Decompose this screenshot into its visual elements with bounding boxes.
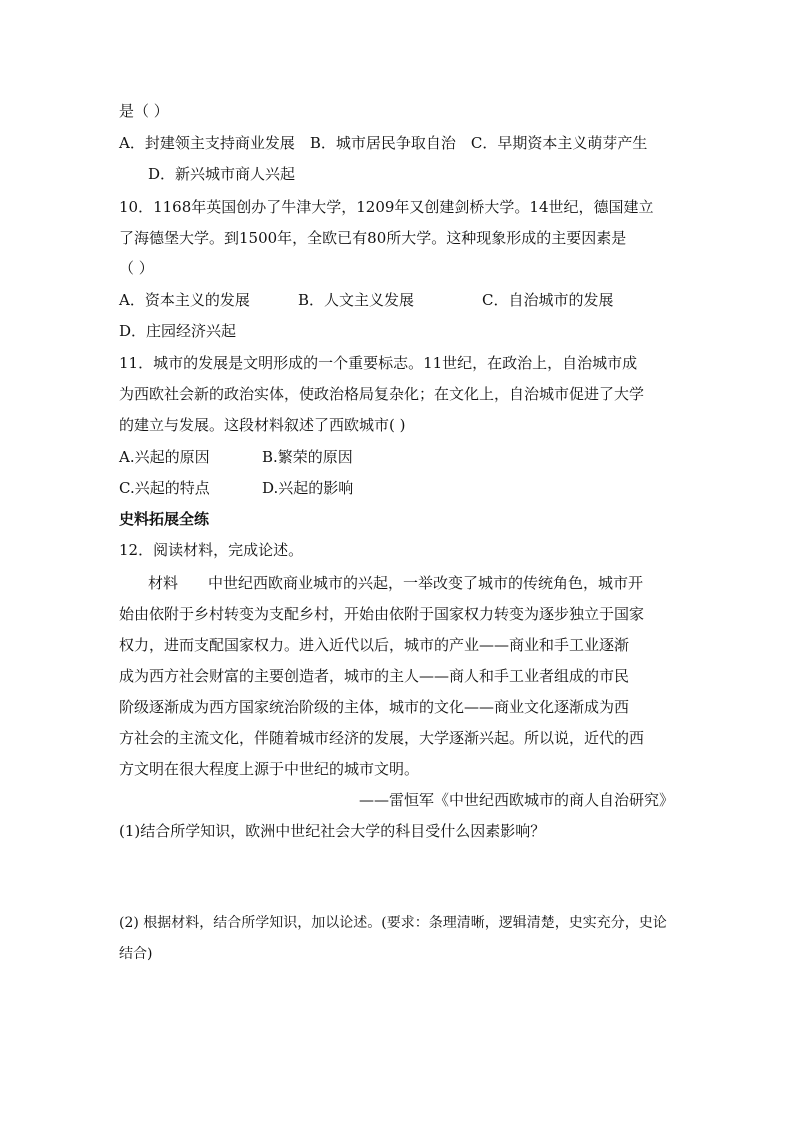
- q10-option-c: C．自治城市的发展: [482, 291, 614, 309]
- q9-tail: 是（ ）: [119, 102, 169, 120]
- q9-option-d: D．新兴城市商人兴起: [148, 165, 296, 183]
- q9-options-abc: A．封建领主支持商业发展 B．城市居民争取自治 C．早期资本主义萌芽产生: [119, 134, 648, 152]
- q12-subquestion-2-line2: 结合): [119, 946, 153, 962]
- q11-option-d: D.兴起的影响: [262, 479, 354, 497]
- q11-stem-line3: 的建立与发展。这段材料叙述了西欧城市( ): [119, 416, 406, 434]
- section-heading: 史料拓展全练: [119, 510, 210, 528]
- q12-intro: 12．阅读材料，完成论述。: [119, 541, 304, 559]
- q10-option-b: B．人文主义发展: [298, 291, 415, 309]
- q12-material-line: 方社会的主流文化，伴随着城市经济的发展，大学逐渐兴起。所以说，近代的西: [119, 729, 645, 747]
- q11-option-c: C.兴起的特点: [119, 479, 210, 497]
- q12-subquestion-1: (1)结合所学知识，欧洲中世纪社会大学的科目受什么因素影响？: [119, 822, 546, 840]
- q12-material-line: 成为西方社会财富的主要创造者，城市的主人——商人和手工业者组成的市民: [119, 667, 630, 685]
- q11-option-a: A.兴起的原因: [119, 448, 210, 466]
- q11-stem-line1: 11．城市的发展是文明形成的一个重要标志。11世纪，在政治上，自治城市成: [119, 354, 638, 372]
- q10-stem-line2: 了海德堡大学。到1500年，全欧已有80所大学。这种现象形成的主要因素是: [119, 229, 627, 247]
- q12-material-line: 阶级逐渐成为西方国家统治阶级的主体，城市的文化——商业文化逐渐成为西: [119, 698, 630, 716]
- q12-subquestion-2-line1: (2) 根据材料，结合所学知识，加以论述。(要求：条理清晰，逻辑清楚，史实充分，史论: [119, 915, 667, 931]
- q10-option-d: D．庄园经济兴起: [119, 322, 237, 340]
- q12-material-line: 方文明在很大程度上源于中世纪的城市文明。: [119, 760, 420, 778]
- q10-option-a: A．资本主义的发展: [119, 291, 250, 309]
- q10-stem-line3: （ ）: [119, 259, 154, 277]
- q12-material-line: 始由依附于乡村转变为支配乡村，开始由依附于国家权力转变为逐步独立于国家: [119, 605, 645, 623]
- q12-material-line: 材料 中世纪西欧商业城市的兴起，一举改变了城市的传统角色，城市开: [148, 574, 644, 592]
- q10-stem-line1: 10．1168年英国创办了牛津大学，1209年又创建剑桥大学。14世纪，德国建立: [119, 198, 654, 216]
- q12-source: ——雷恒军《中世纪西欧城市的商人自治研究》: [358, 791, 674, 809]
- q11-option-b: B.繁荣的原因: [262, 448, 353, 466]
- q11-stem-line2: 为西欧社会新的政治实体，使政治格局复杂化；在文化上，自治城市促进了大学: [119, 385, 645, 403]
- q12-material-line: 权力，进而支配国家权力。进入近代以后，城市的产业——商业和手工业逐渐: [119, 636, 630, 654]
